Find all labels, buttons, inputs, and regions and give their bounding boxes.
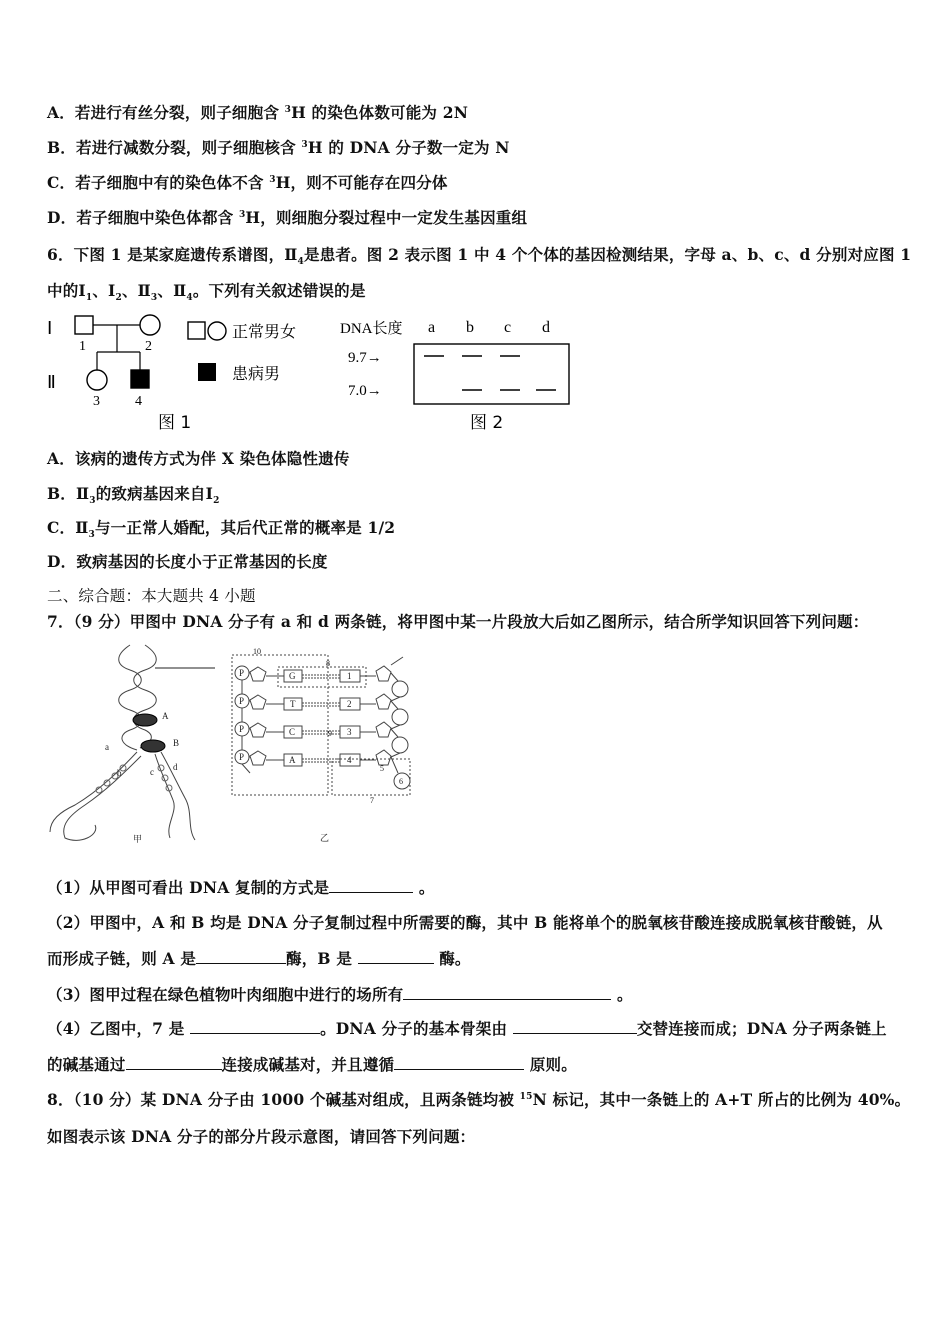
q8-stem-line2: 如图表示该 DNA 分子的部分片段示意图，请回答下列问题： xyxy=(47,1127,476,1146)
answer-blank[interactable] xyxy=(329,878,413,893)
generation-1-label: Ⅰ xyxy=(47,318,53,338)
q5-option-b: B．若进行减数分裂，则子细胞核含 $^3$H 的 DNA 分子数一定为 N xyxy=(47,138,510,157)
answer-blank[interactable] xyxy=(513,1019,637,1034)
col-c: c xyxy=(504,319,512,336)
label-9: 9 xyxy=(328,729,332,738)
q6-option-a: A．该病的遗传方式为伴 X 染色体隐性遗传 xyxy=(47,449,350,468)
answer-blank[interactable] xyxy=(358,949,434,964)
figure-2-caption: 图 2 xyxy=(470,413,504,433)
phosphate-2-label: P xyxy=(239,696,245,706)
base-G: G xyxy=(289,671,296,681)
strand-b xyxy=(64,756,141,840)
base-A: A xyxy=(289,755,296,765)
gel-figure xyxy=(338,308,578,438)
female-normal-ii3 xyxy=(87,370,107,390)
generation-2-label: Ⅱ xyxy=(47,372,56,392)
answer-blank[interactable] xyxy=(126,1055,222,1070)
q7-sub4-line1: （4）乙图中，7 是 。DNA 分子的基本骨架由 交替连接而成；DNA 分子两条链上 xyxy=(47,1019,887,1038)
base-T: T xyxy=(290,699,296,709)
strand-d xyxy=(161,752,195,840)
label-5: 5 xyxy=(380,764,384,773)
dna-length-header: DNA长度 xyxy=(340,321,403,337)
col-a: a xyxy=(428,319,436,336)
answer-blank[interactable] xyxy=(190,1019,320,1034)
base-4: 4 xyxy=(347,755,352,765)
parent-helix-strand-2 xyxy=(134,645,157,748)
q6-option-d: D．致病基因的长度小于正常基因的长度 xyxy=(47,552,328,571)
q5-option-d: D．若子细胞中染色体都含 $^3$H，则细胞分裂过程中一定发生基因重组 xyxy=(47,208,528,227)
q6-stem-line1: 6．下图 1 是某家庭遗传系谱图，$Ⅱ_4$是患者。图 2 表示图 1 中 4 个个体的基因检测结果，字母 a、b、c、d 分别对应图 1 xyxy=(47,245,912,268)
base-1: 1 xyxy=(347,671,352,681)
figure-1-caption: 图 1 xyxy=(158,413,192,433)
q7-sub1: （1）从甲图可看出 DNA 复制的方式是 。 xyxy=(47,878,435,897)
enzyme-b xyxy=(141,740,165,752)
label-6: 6 xyxy=(399,777,403,786)
q7-sub2-line2: 而形成子链，则 A 是 酶，B 是 酶。 xyxy=(47,949,471,968)
q7-sub2-line1: （2）甲图中，A 和 B 均是 DNA 分子复制过程中所需要的酶，其中 B 能将单个的脱氧核苷酸连接成脱氧核苷酸链，从 xyxy=(47,913,883,932)
band-7-0-label: 7.0→ xyxy=(348,383,382,399)
gel-box xyxy=(414,344,569,404)
figure-jia xyxy=(45,640,230,855)
parent-helix-strand-1 xyxy=(119,645,142,750)
label-i1: 1 xyxy=(79,339,86,354)
enzyme-a xyxy=(133,714,157,726)
base-pairs xyxy=(266,670,376,766)
q7-stem: 7．（9 分）甲图中 DNA 分子有 a 和 d 两条链，将甲图中某一片段放大后如乙图所示，结合所学知识回答下列问题： xyxy=(47,612,869,631)
legend-affected-male-icon xyxy=(198,363,216,381)
legend-normal-male-icon xyxy=(188,322,205,339)
legend-normal-female-icon xyxy=(208,322,226,340)
label-b: b xyxy=(117,768,122,778)
label-a: a xyxy=(105,742,109,752)
pedigree-figure xyxy=(45,308,335,438)
col-d: d xyxy=(542,319,550,336)
answer-blank[interactable] xyxy=(403,985,611,1000)
figure-jia-caption: 甲 xyxy=(133,834,143,844)
male-normal-i1 xyxy=(75,316,93,334)
label-ii3: 3 xyxy=(93,394,100,409)
q6-stem-line2: 中的$Ⅰ_1$、$Ⅰ_2$、$Ⅱ_3$、$Ⅱ_4$。下列有关叙述错误的是 xyxy=(47,281,366,304)
band-9-7-label: 9.7→ xyxy=(348,350,382,366)
label-B: B xyxy=(173,738,180,748)
label-A: A xyxy=(162,711,169,721)
label-d: d xyxy=(173,762,178,772)
q7-sub3: （3）图甲过程在绿色植物叶肉细胞中进行的场所有 。 xyxy=(47,985,633,1004)
label-8: 8 xyxy=(326,659,330,668)
base-3: 3 xyxy=(347,727,352,737)
base-2: 2 xyxy=(347,699,352,709)
phosphate-4-label: P xyxy=(239,752,245,762)
q6-option-c: C．$Ⅱ_3$与一正常人婚配，其后代正常的概率是 1/2 xyxy=(47,518,396,541)
answer-blank[interactable] xyxy=(196,949,286,964)
phosphate-1-label: P xyxy=(239,668,245,678)
label-c: c xyxy=(150,767,154,777)
legend-affected-label: 患病男 xyxy=(232,364,281,383)
legend-normal-label: 正常男女 xyxy=(232,322,297,341)
phosphate-3-label: P xyxy=(239,724,245,734)
col-b: b xyxy=(466,319,474,336)
label-i2: 2 xyxy=(145,339,152,354)
figure-yi-caption: 乙 xyxy=(320,833,330,843)
section-heading: 二、综合题：本大题共 4 小题 xyxy=(47,587,256,605)
label-10: 10 xyxy=(253,647,261,656)
base-C: C xyxy=(289,727,296,737)
male-affected-ii4 xyxy=(131,370,149,388)
q7-sub4-line2: 的碱基通过 连接成碱基对，并且遵循 原则。 xyxy=(47,1055,577,1074)
label-ii4: 4 xyxy=(135,394,142,409)
answer-blank[interactable] xyxy=(394,1055,524,1070)
figure-yi xyxy=(228,645,428,850)
female-normal-i2 xyxy=(140,315,160,335)
q5-option-c: C．若子细胞中有的染色体不含 $^3$H，则不可能存在四分体 xyxy=(47,173,448,192)
strand-a xyxy=(50,752,137,832)
q8-stem-line1: 8．（10 分）某 DNA 分子由 1000 个碱基对组成，且两条链均被 $^{15}$N 标记，其中一条链上的 A+T 所占的比例为 40%。 xyxy=(47,1090,911,1109)
q5-option-a: A．若进行有丝分裂，则子细胞含 $^3$H 的染色体数可能为 2N xyxy=(47,103,469,122)
q6-option-b: B．$Ⅱ_3$的致病基因来自$Ⅰ_2$ xyxy=(47,484,220,507)
label-7: 7 xyxy=(370,796,374,805)
